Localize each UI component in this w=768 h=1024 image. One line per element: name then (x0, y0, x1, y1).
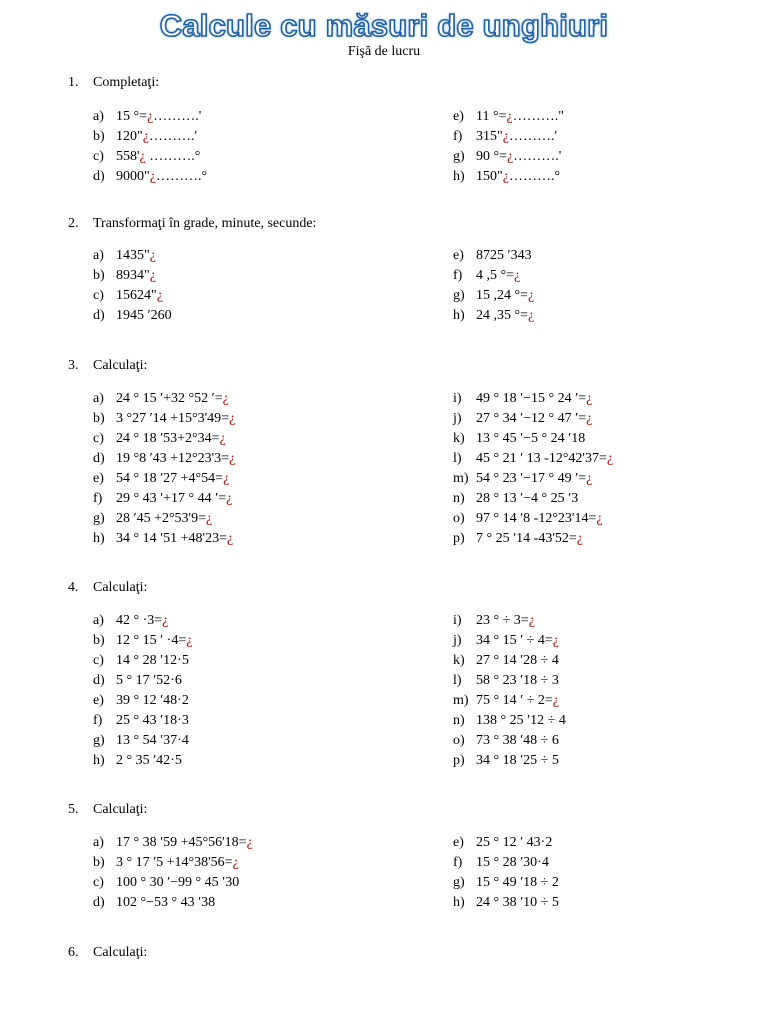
exercise-item (453, 409, 592, 429)
exercise-item (93, 489, 232, 509)
item-label: h) (93, 753, 105, 768)
item-label: b) (93, 129, 105, 144)
item-label: l) (453, 673, 462, 688)
item-expression: 12 ° 15 ′ ·4= (116, 633, 187, 648)
item-expression: 39 ° 12 ′48·2 (116, 693, 189, 708)
item-label: m) (453, 471, 469, 486)
exercise-item (453, 853, 549, 873)
answer-placeholder-mark: ¿ (147, 109, 154, 124)
item-label: e) (453, 835, 464, 850)
answer-placeholder-mark: ¿ (205, 511, 213, 526)
exercise-item (453, 691, 559, 711)
section-heading (68, 945, 147, 961)
exercise-item (453, 286, 534, 306)
item-label: f) (453, 855, 463, 870)
exercise-item (93, 529, 233, 549)
item-expression: 90 °= (476, 149, 507, 164)
item-label: d) (93, 451, 105, 466)
item-label: p) (453, 531, 465, 546)
section-number: 6. (68, 945, 79, 960)
section-heading (68, 75, 159, 91)
answer-placeholder-mark: ¿ (576, 531, 583, 546)
answer-placeholder-mark: ¿ (586, 391, 593, 406)
exercise-item (453, 529, 583, 549)
item-label: h) (453, 895, 465, 910)
item-label: c) (93, 288, 104, 303)
exercise-item (453, 893, 559, 913)
item-expression: 73 ° 38 ′48 ÷ 6 (476, 733, 559, 748)
item-expression: 29 ° 43 ′+17 ° 44 ′= (116, 491, 227, 506)
exercise-item (453, 389, 592, 409)
item-label: e) (93, 693, 104, 708)
exercise-item (93, 286, 163, 306)
exercise-item (453, 711, 566, 731)
exercise-item (93, 127, 197, 147)
answer-placeholder-mark: ¿ (142, 129, 149, 144)
item-label: k) (453, 431, 465, 446)
section-heading-text: Calculaţi: (93, 802, 148, 817)
item-expression: 54 ° 23 ′−17 ° 49 ′= (476, 471, 587, 486)
item-expression: 15 °= (116, 109, 147, 124)
item-expression: 15 ,24 °= (476, 288, 528, 303)
item-label: d) (93, 673, 105, 688)
item-label: c) (93, 149, 104, 164)
answer-blank: ……….° (145, 149, 201, 164)
item-label: d) (93, 308, 105, 323)
answer-placeholder-mark: ¿ (149, 268, 156, 283)
page-title: Calcule cu măsuri de unghiuri (159, 8, 609, 43)
exercise-item (453, 167, 560, 187)
item-expression: 4 ,5 °= (476, 268, 514, 283)
exercise-item (93, 167, 207, 187)
exercise-item (453, 306, 534, 326)
exercise-item (93, 469, 229, 489)
item-label: n) (453, 713, 465, 728)
item-expression: 8725 ′343 (476, 248, 532, 263)
exercise-item (93, 833, 253, 853)
exercise-item (93, 449, 235, 469)
item-expression: 5 ° 17 ′52·6 (116, 673, 182, 688)
section-number: 4. (68, 580, 79, 595)
item-label: f) (453, 268, 463, 283)
item-expression: 1435" (116, 248, 150, 263)
item-expression: 15 ° 49 ′18 ÷ 2 (476, 875, 559, 890)
item-expression: 58 ° 23 ′18 ÷ 3 (476, 673, 559, 688)
answer-placeholder-mark: ¿ (156, 288, 163, 303)
answer-placeholder-mark: ¿ (186, 633, 193, 648)
section-heading (68, 580, 147, 596)
exercise-item (453, 127, 557, 147)
item-label: g) (453, 875, 465, 890)
item-expression: 24 ,35 °= (476, 308, 528, 323)
item-expression: 102 °−53 ° 43 ′38 (116, 895, 216, 910)
answer-placeholder-mark: ¿ (514, 268, 521, 283)
exercise-item (93, 731, 189, 751)
item-expression: 3 ° 17 ′5 +14°38'56= (116, 855, 233, 870)
item-label: a) (93, 109, 104, 124)
section-number: 1. (68, 75, 79, 90)
item-expression: 15624" (116, 288, 157, 303)
item-label: m) (453, 693, 469, 708)
exercise-item (93, 306, 172, 326)
item-label: i) (453, 613, 462, 628)
exercise-item (93, 429, 226, 449)
item-expression: 24 ° 38 ′10 ÷ 5 (476, 895, 559, 910)
item-expression: 27 ° 34 ′−12 ° 47 ′= (476, 411, 587, 426)
exercise-item (93, 711, 189, 731)
answer-placeholder-mark: ¿ (506, 109, 513, 124)
item-label: g) (453, 149, 465, 164)
exercise-item (453, 671, 559, 691)
item-label: a) (93, 835, 104, 850)
answer-placeholder-mark: ¿ (502, 169, 509, 184)
exercise-item (453, 833, 552, 853)
answer-blank: ……….' (148, 129, 197, 144)
exercise-item (93, 751, 182, 771)
item-expression: 17 ° 38 ′59 +45°56'18= (116, 835, 247, 850)
item-label: c) (93, 431, 104, 446)
answer-placeholder-mark: ¿ (586, 411, 593, 426)
exercise-item (93, 147, 200, 167)
exercise-item (93, 651, 189, 671)
item-expression: 13 ° 45 ′−5 ° 24 ′18 (476, 431, 586, 446)
item-expression: 150" (476, 169, 503, 184)
item-expression: 28 ′45 +2°53'9= (116, 511, 206, 526)
item-expression: 11 °= (476, 109, 507, 124)
exercise-item (93, 671, 182, 691)
item-expression: 3 °27 ′14 +15°3'49= (116, 411, 230, 426)
answer-placeholder-mark: ¿ (226, 491, 233, 506)
item-label: a) (93, 391, 104, 406)
exercise-item (93, 631, 192, 651)
exercise-item (453, 469, 592, 489)
item-expression: 45 ° 21 ′ 13 -12°42'37= (476, 451, 607, 466)
answer-blank: ……….° (508, 169, 561, 184)
answer-placeholder-mark: ¿ (606, 451, 614, 466)
item-expression: 2 ° 35 ′42·5 (116, 753, 182, 768)
item-label: f) (93, 491, 103, 506)
answer-placeholder-mark: ¿ (528, 288, 535, 303)
exercise-item (453, 429, 585, 449)
exercise-item (93, 107, 201, 127)
exercise-item (93, 611, 168, 631)
answer-placeholder-mark: ¿ (219, 431, 226, 446)
item-label: o) (453, 733, 465, 748)
item-label: n) (453, 491, 465, 506)
item-expression: 28 ° 13 ′−4 ° 25 ′3 (476, 491, 579, 506)
item-label: h) (453, 169, 465, 184)
item-expression: 315" (476, 129, 503, 144)
item-label: j) (453, 633, 462, 648)
exercise-item (93, 873, 239, 893)
section-heading-text: Calculaţi: (93, 945, 148, 960)
answer-placeholder-mark: ¿ (528, 308, 535, 323)
item-expression: 75 ° 14 ′ ÷ 2= (476, 693, 553, 708)
item-expression: 9000" (116, 169, 150, 184)
answer-placeholder-mark: ¿ (507, 149, 514, 164)
exercise-item (93, 509, 212, 529)
section-heading-text: Transformaţi în grade, minute, secunde: (93, 216, 317, 231)
item-label: c) (93, 875, 104, 890)
exercise-item (453, 246, 532, 266)
answer-placeholder-mark: ¿ (162, 613, 169, 628)
exercise-item (453, 107, 564, 127)
item-label: b) (93, 268, 105, 283)
exercise-item (453, 147, 561, 167)
item-label: c) (93, 653, 104, 668)
item-expression: 34 ° 15 ′ ÷ 4= (476, 633, 553, 648)
item-label: b) (93, 411, 105, 426)
answer-placeholder-mark: ¿ (226, 531, 234, 546)
answer-placeholder-mark: ¿ (552, 693, 559, 708)
answer-blank: ……….' (508, 129, 557, 144)
answer-placeholder-mark: ¿ (222, 391, 229, 406)
answer-placeholder-mark: ¿ (149, 169, 156, 184)
exercise-item (453, 266, 520, 286)
exercise-item (453, 873, 559, 893)
section-number: 5. (68, 802, 79, 817)
answer-placeholder-mark: ¿ (229, 451, 236, 466)
item-label: b) (93, 855, 105, 870)
item-label: f) (93, 713, 103, 728)
item-expression: 54 ° 18 ′27 +4°54= (116, 471, 224, 486)
answer-placeholder-mark: ¿ (149, 248, 156, 263)
section-heading (68, 802, 147, 818)
answer-placeholder-mark: ¿ (552, 633, 559, 648)
item-expression: 100 ° 30 ′−99 ° 45 ′30 (116, 875, 240, 890)
item-label: l) (453, 451, 462, 466)
exercise-item (453, 611, 535, 631)
answer-placeholder-mark: ¿ (223, 471, 230, 486)
item-label: g) (453, 288, 465, 303)
exercise-item (93, 389, 229, 409)
exercise-item (453, 651, 559, 671)
section-heading-text: Completaţi: (93, 75, 160, 90)
item-label: g) (93, 511, 105, 526)
item-expression: 97 ° 14 ′8 -12°23'14= (476, 511, 597, 526)
item-expression: 120" (116, 129, 143, 144)
item-expression: 8934" (116, 268, 150, 283)
item-label: e) (453, 248, 464, 263)
answer-placeholder-mark: ¿ (139, 149, 146, 164)
exercise-item (453, 731, 559, 751)
item-label: i) (453, 391, 462, 406)
item-label: f) (453, 129, 463, 144)
exercise-item (453, 631, 559, 651)
item-label: j) (453, 411, 462, 426)
exercise-item (93, 893, 215, 913)
exercise-item (93, 853, 239, 873)
section-heading-text: Calculaţi: (93, 580, 148, 595)
item-expression: 23 ° ÷ 3= (476, 613, 529, 628)
item-expression: 25 ° 12 ′ 43·2 (476, 835, 553, 850)
exercise-item (453, 489, 578, 509)
section-heading (68, 358, 147, 374)
item-expression: 138 ° 25 ′12 ÷ 4 (476, 713, 566, 728)
item-expression: 13 ° 54 ′37·4 (116, 733, 189, 748)
item-label: g) (93, 733, 105, 748)
section-number: 3. (68, 358, 79, 373)
item-label: h) (453, 308, 465, 323)
answer-blank: ……….° (155, 169, 208, 184)
section-heading (68, 216, 316, 232)
answer-blank: ……….' (513, 149, 562, 164)
item-label: d) (93, 169, 105, 184)
item-label: b) (93, 633, 105, 648)
exercise-item (93, 409, 235, 429)
item-label: a) (93, 248, 104, 263)
item-label: a) (93, 613, 104, 628)
item-expression: 25 ° 43 ′18·3 (116, 713, 189, 728)
item-expression: 24 ° 18 ′53+2°34= (116, 431, 220, 446)
exercise-item (93, 691, 189, 711)
item-expression: 34 ° 18 ′25 ÷ 5 (476, 753, 559, 768)
item-expression: 24 ° 15 ′+32 °52 ′= (116, 391, 223, 406)
item-expression: 42 ° ·3= (116, 613, 163, 628)
answer-placeholder-mark: ¿ (596, 511, 603, 526)
answer-placeholder-mark: ¿ (586, 471, 593, 486)
item-label: e) (93, 471, 104, 486)
exercise-item (453, 449, 613, 469)
answer-placeholder-mark: ¿ (528, 613, 535, 628)
answer-placeholder-mark: ¿ (502, 129, 509, 144)
exercise-item (93, 266, 156, 286)
answer-placeholder-mark: ¿ (229, 411, 236, 426)
item-expression: 49 ° 18 ′−15 ° 24 ′= (476, 391, 587, 406)
item-expression: 14 ° 28 ′12·5 (116, 653, 189, 668)
item-expression: 15 ° 28 ′30·4 (476, 855, 549, 870)
item-expression: 7 ° 25 ′14 -43'52= (476, 531, 577, 546)
item-expression: 1945 ′260 (116, 308, 172, 323)
item-expression: 19 °8 ′43 +12°23'3= (116, 451, 230, 466)
answer-placeholder-mark: ¿ (246, 835, 253, 850)
answer-blank: ………." (512, 109, 564, 124)
section-heading-text: Calculaţi: (93, 358, 148, 373)
item-label: d) (93, 895, 105, 910)
item-expression: 27 ° 14 ′28 ÷ 4 (476, 653, 559, 668)
exercise-item (453, 509, 603, 529)
item-expression: 34 ° 14 ′51 +48'23= (116, 531, 227, 546)
item-label: h) (93, 531, 105, 546)
section-number: 2. (68, 216, 79, 231)
item-label: e) (453, 109, 464, 124)
item-label: k) (453, 653, 465, 668)
page-subtitle: Fişă de lucru (347, 44, 421, 59)
item-label: p) (453, 753, 465, 768)
exercise-item (93, 246, 156, 266)
answer-blank: ……….' (153, 109, 202, 124)
item-expression: 558' (116, 149, 140, 164)
item-label: o) (453, 511, 465, 526)
exercise-item (453, 751, 559, 771)
answer-placeholder-mark: ¿ (232, 855, 239, 870)
